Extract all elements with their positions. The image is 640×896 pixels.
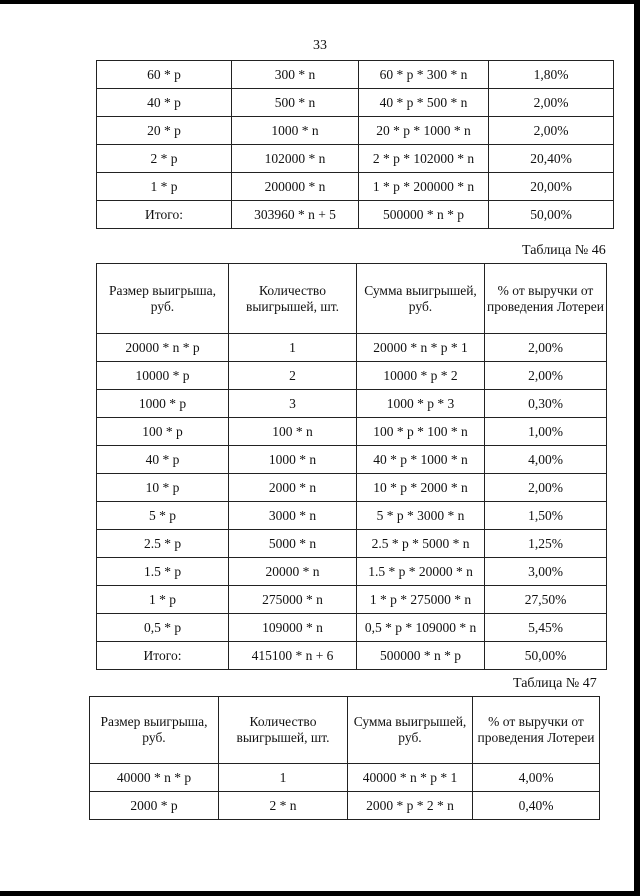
header-prize-amount: Размер выигрыша, руб. <box>90 697 219 764</box>
table-cell: 4,00% <box>485 446 607 474</box>
table-cell: 100 * р * 100 * n <box>357 418 485 446</box>
table-cell: 40 * р <box>97 446 229 474</box>
table-row <box>97 530 607 558</box>
table-cell: 102000 * n <box>232 145 359 173</box>
table-body <box>97 61 614 229</box>
table-row <box>97 642 607 670</box>
table-cell: 2 <box>229 362 357 390</box>
header-revenue-percent: % от выручки от проведения Лотереи <box>473 697 600 764</box>
table-cell: 10000 * р <box>97 362 229 390</box>
table-cell: Итого: <box>97 201 232 229</box>
table-cell: 2,00% <box>485 362 607 390</box>
table-cell: 2 * р <box>97 145 232 173</box>
table-cell: 1000 * р <box>97 390 229 418</box>
scan-edge-top <box>0 0 640 4</box>
table-cell: Итого: <box>97 642 229 670</box>
table-cell: 20 * р * 1000 * n <box>359 117 489 145</box>
table-cell: 10 * р <box>97 474 229 502</box>
table-cell: 20000 * n * р * 1 <box>357 334 485 362</box>
table-cell: 200000 * n <box>232 173 359 201</box>
table-cell: 0,40% <box>473 792 600 820</box>
table-cell: 1,00% <box>485 418 607 446</box>
table-cell: 20,00% <box>489 173 614 201</box>
header-prize-sum: Сумма выигрышей, руб. <box>357 264 485 334</box>
table-cell: 1 <box>229 334 357 362</box>
table-cell: 0,5 * р * 109000 * n <box>357 614 485 642</box>
table-cell: 1 <box>219 764 348 792</box>
table-cell: 300 * n <box>232 61 359 89</box>
table-cell: 50,00% <box>489 201 614 229</box>
table-cell: 5 * р <box>97 502 229 530</box>
table-row <box>97 614 607 642</box>
table-row <box>97 61 614 89</box>
table-cell: 40 * р <box>97 89 232 117</box>
table-cell: 20,40% <box>489 145 614 173</box>
table-row <box>97 334 607 362</box>
header-prize-amount: Размер выигрыша, руб. <box>97 264 229 334</box>
table-row <box>97 418 607 446</box>
table-row <box>97 446 607 474</box>
table-row <box>90 764 600 792</box>
table-cell: 60 * р <box>97 61 232 89</box>
table-cell: 27,50% <box>485 586 607 614</box>
table-cell: 20000 * n * р <box>97 334 229 362</box>
table-cell: 40 * р * 500 * n <box>359 89 489 117</box>
table-body <box>97 334 607 670</box>
table-row <box>90 792 600 820</box>
table-cell: 500 * n <box>232 89 359 117</box>
table-cell: 415100 * n + 6 <box>229 642 357 670</box>
table-cell: 10000 * р * 2 <box>357 362 485 390</box>
table-row <box>97 201 614 229</box>
table-cell: 500000 * n * р <box>359 201 489 229</box>
table-cell: 3000 * n <box>229 502 357 530</box>
table-row <box>97 173 614 201</box>
header-prize-count: Количество выигрышей, шт. <box>219 697 348 764</box>
table-cell: 4,00% <box>473 764 600 792</box>
table-row <box>97 558 607 586</box>
table-cell: 109000 * n <box>229 614 357 642</box>
table-cell: 40000 * n * р * 1 <box>348 764 473 792</box>
table-row <box>97 145 614 173</box>
table-header-row <box>90 697 600 764</box>
table-cell: 2,00% <box>489 117 614 145</box>
table-cell: 1 * р <box>97 173 232 201</box>
table-header-row <box>97 264 607 334</box>
table-cell: 2 * n <box>219 792 348 820</box>
table-cell: 2000 * n <box>229 474 357 502</box>
page-number: 33 <box>313 38 327 53</box>
prize-table-continued <box>96 60 614 229</box>
table-cell: 2,00% <box>485 474 607 502</box>
table-cell: 1.5 * р <box>97 558 229 586</box>
table-row <box>97 362 607 390</box>
table-cell: 1000 * n <box>229 446 357 474</box>
table-cell: 100 * n <box>229 418 357 446</box>
scan-edge-bottom <box>0 891 640 896</box>
header-prize-count: Количество выигрышей, шт. <box>229 264 357 334</box>
table-cell: 0,5 * р <box>97 614 229 642</box>
header-prize-sum: Сумма выигрышей, руб. <box>348 697 473 764</box>
table-row <box>97 89 614 117</box>
table-cell: 2000 * р * 2 * n <box>348 792 473 820</box>
table-cell: 40 * р * 1000 * n <box>357 446 485 474</box>
table-cell: 60 * р * 300 * n <box>359 61 489 89</box>
table-cell: 3,00% <box>485 558 607 586</box>
table-cell: 100 * р <box>97 418 229 446</box>
table-cell: 5,45% <box>485 614 607 642</box>
table-cell: 1 * р * 200000 * n <box>359 173 489 201</box>
table-body <box>90 764 600 820</box>
table-cell: 1 * р * 275000 * n <box>357 586 485 614</box>
table-cell: 50,00% <box>485 642 607 670</box>
header-revenue-percent: % от выручки от проведения Лотереи <box>485 264 607 334</box>
table-row <box>97 117 614 145</box>
table-cell: 1.5 * р * 20000 * n <box>357 558 485 586</box>
table-cell: 1 * р <box>97 586 229 614</box>
table-row <box>97 586 607 614</box>
table-cell: 20000 * n <box>229 558 357 586</box>
table-cell: 2.5 * р <box>97 530 229 558</box>
scan-edge-right <box>634 0 640 896</box>
table-cell: 500000 * n * р <box>357 642 485 670</box>
table-cell: 10 * р * 2000 * n <box>357 474 485 502</box>
table-cell: 275000 * n <box>229 586 357 614</box>
table-cell: 5 * р * 3000 * n <box>357 502 485 530</box>
table-cell: 2000 * р <box>90 792 219 820</box>
table-row <box>97 502 607 530</box>
table-cell: 40000 * n * р <box>90 764 219 792</box>
table-cell: 20 * р <box>97 117 232 145</box>
table-cell: 0,30% <box>485 390 607 418</box>
table-row <box>97 474 607 502</box>
table-cell: 1,50% <box>485 502 607 530</box>
table-46-caption: Таблица № 46 <box>522 243 606 258</box>
table-cell: 1000 * р * 3 <box>357 390 485 418</box>
prize-table-46 <box>96 263 607 670</box>
table-cell: 2,00% <box>489 89 614 117</box>
table-cell: 1,80% <box>489 61 614 89</box>
prize-table-47 <box>89 696 600 820</box>
table-row <box>97 390 607 418</box>
table-cell: 1,25% <box>485 530 607 558</box>
table-cell: 2 * р * 102000 * n <box>359 145 489 173</box>
table-cell: 2.5 * р * 5000 * n <box>357 530 485 558</box>
table-cell: 5000 * n <box>229 530 357 558</box>
table-cell: 2,00% <box>485 334 607 362</box>
table-47-caption: Таблица № 47 <box>513 676 597 691</box>
table-cell: 1000 * n <box>232 117 359 145</box>
table-cell: 303960 * n + 5 <box>232 201 359 229</box>
table-cell: 3 <box>229 390 357 418</box>
